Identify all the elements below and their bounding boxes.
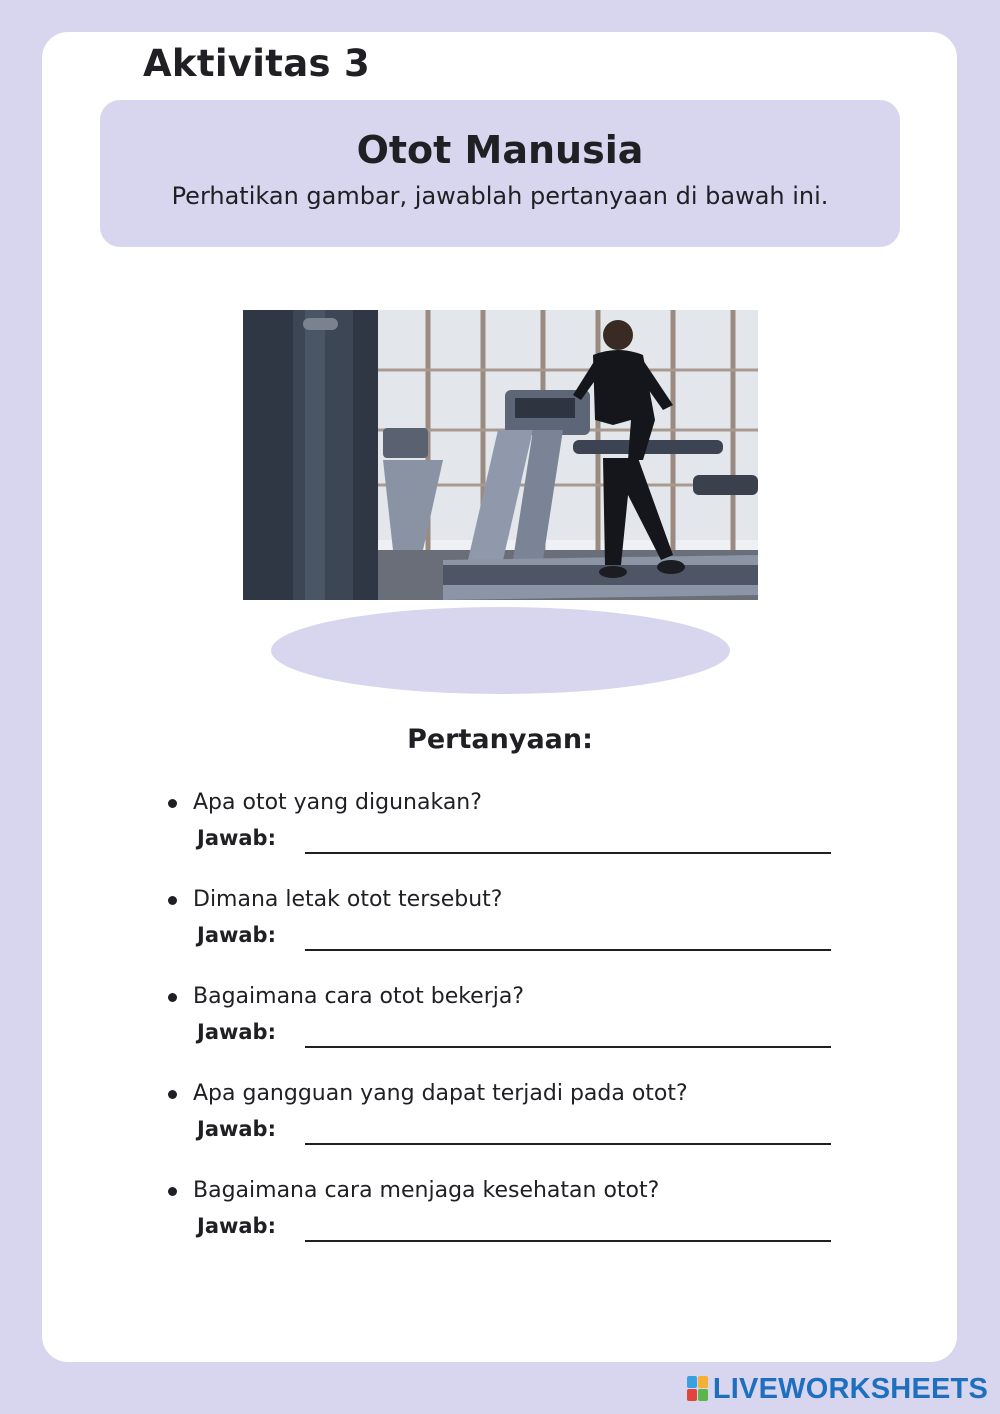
activity-title: Aktivitas 3 <box>143 42 371 85</box>
answer-label: Jawab: <box>197 1020 276 1044</box>
bullet-icon <box>168 896 177 905</box>
question-item <box>160 1174 860 1271</box>
treadmill-runner-photo-icon <box>243 310 758 600</box>
question-item <box>160 883 860 980</box>
question-list <box>160 786 860 1271</box>
answer-label: Jawab: <box>197 1117 276 1141</box>
question-text: Apa gangguan yang dapat terjadi pada otot? <box>193 1081 688 1106</box>
liveworksheets-logo-icon <box>687 1376 709 1402</box>
bullet-icon <box>168 993 177 1002</box>
answer-line[interactable] <box>305 1046 831 1048</box>
question-text: Apa otot yang digunakan? <box>193 790 482 815</box>
questions-heading: Pertanyaan: <box>407 724 593 755</box>
question-item <box>160 980 860 1077</box>
treadmill-photo <box>243 310 758 600</box>
answer-line[interactable] <box>305 949 831 951</box>
question-text: Bagaimana cara otot bekerja? <box>193 984 525 1009</box>
brand-footer[interactable] <box>687 1372 988 1406</box>
brand-text: LIVEWORKSHEETS <box>712 1372 988 1405</box>
answer-label: Jawab: <box>197 1214 276 1238</box>
question-text: Dimana letak otot tersebut? <box>193 887 503 912</box>
question-text: Bagaimana cara menjaga kesehatan otot? <box>193 1178 660 1203</box>
header-box <box>100 100 900 247</box>
instruction-text: Perhatikan gambar, jawablah pertanyaan di bawah ini. <box>171 182 829 210</box>
answer-ellipse[interactable] <box>271 607 730 694</box>
answer-line[interactable] <box>305 852 831 854</box>
question-item <box>160 786 860 883</box>
answer-line[interactable] <box>305 1143 831 1145</box>
bullet-icon <box>168 1187 177 1196</box>
bullet-icon <box>168 1090 177 1099</box>
bullet-icon <box>168 799 177 808</box>
answer-label: Jawab: <box>197 826 276 850</box>
question-item <box>160 1077 860 1174</box>
answer-line[interactable] <box>305 1240 831 1242</box>
page-title: Otot Manusia <box>356 128 644 172</box>
answer-label: Jawab: <box>197 923 276 947</box>
